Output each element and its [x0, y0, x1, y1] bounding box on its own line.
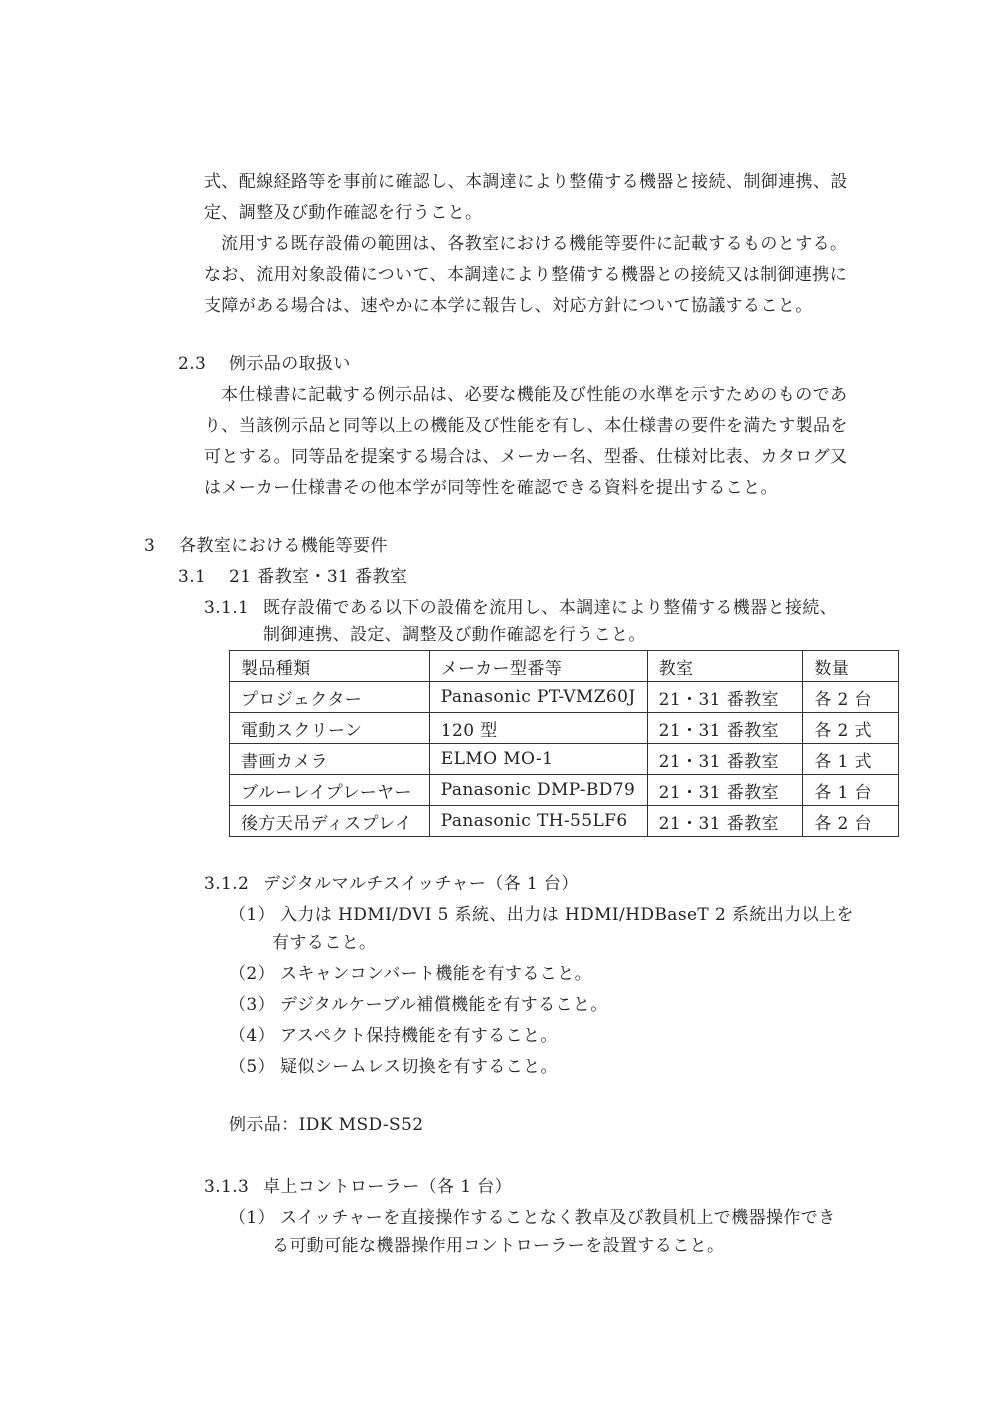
table-row	[230, 806, 899, 837]
list-item-label: （1）	[229, 905, 276, 925]
equipment-table	[229, 650, 899, 837]
section-3-1-1-number: 3.1.1	[204, 598, 250, 618]
paragraph-line: 定、調整及び動作確認を行うこと。	[204, 203, 483, 223]
table-row	[230, 713, 899, 744]
table-cell: ELMO MO-1	[429, 744, 647, 775]
table-cell: 21・31 番教室	[647, 806, 803, 837]
table-cell: ブルーレイプレーヤー	[230, 775, 430, 806]
section-3-title: 各教室における機能等要件	[179, 536, 388, 556]
table-cell: Panasonic TH-55LF6	[429, 806, 647, 837]
paragraph-line: り、当該例示品と同等以上の機能及び性能を有し、本仕様書の要件を満たす製品を	[204, 416, 848, 436]
section-3-number: 3	[144, 536, 156, 556]
paragraph-line: 可とする。同等品を提案する場合は、メーカー名、型番、仕様対比表、カタログ又	[204, 447, 848, 467]
table-cell: Panasonic DMP-BD79	[429, 775, 647, 806]
list-item-text: 疑似シームレス切換を有すること。	[280, 1057, 558, 1077]
paragraph-line: 式、配線経路等を事前に確認し、本調達により整備する機器と接続、制御連携、設	[204, 172, 848, 192]
table-cell: 120 型	[429, 713, 647, 744]
table-row	[230, 744, 899, 775]
paragraph-line: はメーカー仕様書その他本学が同等性を確認できる資料を提出すること。	[204, 478, 778, 498]
table-cell: 書画カメラ	[230, 744, 430, 775]
list-item-text: 有すること。	[272, 933, 377, 953]
paragraph-line: 本仕様書に記載する例示品は、必要な機能及び性能の水準を示すためのものであ	[221, 385, 848, 405]
list-item-label: （1）	[229, 1208, 276, 1228]
section-2-3-title: 例示品の取扱い	[229, 354, 351, 374]
paragraph-line: 流用する既存設備の範囲は、各教室における機能等要件に記載するものとする。	[221, 234, 848, 254]
list-item-label: （5）	[229, 1057, 276, 1077]
paragraph-line: なお、流用対象設備について、本調達により整備する機器との接続又は制御連携に	[204, 265, 848, 285]
section-3-1-3-title: 卓上コントローラー（各 1 台）	[263, 1177, 513, 1197]
table-row	[230, 682, 899, 713]
table-cell: 各 2 台	[803, 682, 899, 713]
list-item-text: アスペクト保持機能を有すること。	[280, 1026, 558, 1046]
paragraph-line: 制御連携、設定、調整及び動作確認を行うこと。	[263, 625, 646, 645]
list-item-label: （2）	[229, 964, 276, 984]
table-row	[230, 775, 899, 806]
list-item-text: スキャンコンバート機能を有すること。	[280, 964, 593, 984]
list-item-label: （3）	[229, 995, 276, 1015]
table-header-cell: 製品種類	[230, 651, 430, 682]
table-header-cell: 数量	[803, 651, 899, 682]
table-header-cell: 教室	[647, 651, 803, 682]
table-cell: 各 2 台	[803, 806, 899, 837]
table-cell: 各 1 台	[803, 775, 899, 806]
table-cell: Panasonic PT-VMZ60J	[429, 682, 647, 713]
table-cell: 21・31 番教室	[647, 744, 803, 775]
table-header-row	[230, 651, 899, 682]
section-3-1-3-number: 3.1.3	[204, 1177, 250, 1197]
list-item-text: デジタルケーブル補償機能を有すること。	[280, 995, 608, 1015]
section-3-1-title: 21 番教室・31 番教室	[229, 567, 408, 587]
table-cell: 各 2 式	[803, 713, 899, 744]
example-product: 例示品：IDK MSD-S52	[229, 1115, 424, 1135]
section-3-1-2-title: デジタルマルチスイッチャー（各 1 台）	[263, 874, 579, 894]
section-3-1-number: 3.1	[178, 567, 207, 587]
list-item-text: る可動可能な機器操作用コントローラーを設置すること。	[272, 1236, 725, 1256]
table-cell: 21・31 番教室	[647, 682, 803, 713]
table-cell: 21・31 番教室	[647, 713, 803, 744]
list-item-label: （4）	[229, 1026, 276, 1046]
list-item-text: スイッチャーを直接操作することなく教卓及び教員机上で機器操作でき	[280, 1208, 836, 1228]
table-cell: プロジェクター	[230, 682, 430, 713]
paragraph-line: 支障がある場合は、速やかに本学に報告し、対応方針について協議すること。	[204, 296, 813, 316]
table-cell: 電動スクリーン	[230, 713, 430, 744]
table-cell: 21・31 番教室	[647, 775, 803, 806]
paragraph-line: 既存設備である以下の設備を流用し、本調達により整備する機器と接続、	[263, 598, 838, 618]
table-header-cell: メーカー型番等	[429, 651, 647, 682]
list-item-text: 入力は HDMI/DVI 5 系統、出力は HDMI/HDBaseT 2 系統出力以上を	[280, 905, 854, 925]
table-cell: 各 1 式	[803, 744, 899, 775]
table-cell: 後方天吊ディスプレイ	[230, 806, 430, 837]
section-3-1-2-number: 3.1.2	[204, 874, 250, 894]
section-2-3-number: 2.3	[178, 354, 207, 374]
